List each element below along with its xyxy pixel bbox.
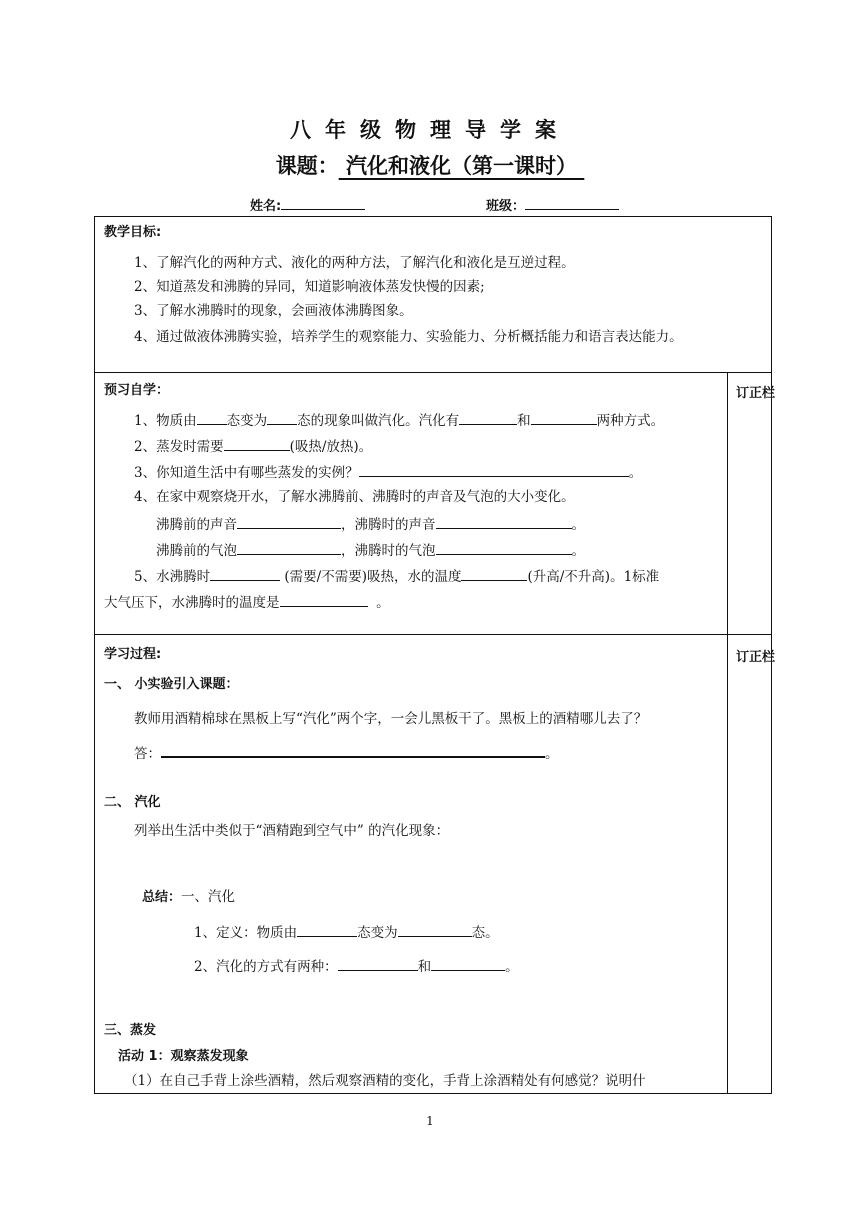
correction-column-label: 订正栏	[736, 650, 776, 665]
class-field[interactable]	[486, 195, 619, 214]
column-divider	[727, 372, 728, 1094]
preview-question-3: 3、你知道生活中有哪些蒸发的实例？ 。	[134, 462, 642, 482]
summary-line: 总结：一、汽化	[142, 889, 236, 905]
preview-heading: 预习自学：	[104, 383, 170, 398]
objective-item: 4、通过做液体沸腾实验，培养学生的观察能力、实验能力、分析概括能力和语言表达能力。	[134, 329, 683, 345]
section-2-heading: 二、 汽化	[104, 795, 161, 810]
correction-column-label: 订正栏	[736, 386, 776, 401]
preview-question-5b: 大气压下，水沸腾时的温度是 。	[104, 592, 390, 612]
name-label: 姓名:	[250, 199, 282, 214]
preview-question-4a: 沸腾前的声音 ，沸腾时的声音 。	[156, 514, 585, 534]
preview-question-2: 2、蒸发时需要 (吸热/放热)。	[134, 436, 372, 456]
row-divider	[94, 372, 772, 373]
section-1-heading: 一、 小实验引入课题：	[104, 677, 239, 692]
doc-title: 八年级物理导学案	[290, 118, 570, 142]
definition-line: 1、定义：物质由 态变为 态。	[194, 922, 499, 942]
activity-heading: 活动 1：观察蒸发现象	[118, 1049, 249, 1064]
objective-item: 3、了解水沸腾时的现象，会画液体沸腾图象。	[134, 303, 413, 319]
section-1-answer: 答： 。	[134, 742, 559, 763]
objectives-heading: 教学目标:	[104, 225, 162, 240]
process-heading: 学习过程:	[104, 647, 162, 662]
objective-item: 1、了解汽化的两种方式、液化的两种方法，了解汽化和液化是互逆过程。	[134, 255, 575, 271]
name-field[interactable]	[250, 195, 365, 214]
page-number: 1	[426, 1114, 434, 1128]
objective-item: 2、知道蒸发和沸腾的异同，知道影响液体蒸发快慢的因素;	[134, 279, 485, 295]
section-3-heading: 三、蒸发	[104, 1023, 157, 1038]
section-2-text: 列举出生活中类似于“酒精跑到空气中” 的汽化现象：	[134, 823, 450, 839]
lesson-title	[0, 150, 860, 180]
preview-question-4: 4、在家中观察烧开水，了解水沸腾前、沸腾时的声音及气泡的大小变化。	[134, 489, 575, 505]
preview-question-4b: 沸腾前的气泡 ，沸腾时的气泡 。	[156, 540, 585, 560]
row-divider	[94, 634, 772, 635]
section-1-text: 教师用酒精棉球在黑板上写“汽化”两个字，一会儿黑板干了。黑板上的酒精哪儿去了？	[134, 711, 648, 727]
ways-line: 2、汽化的方式有两种： 和 。	[194, 956, 519, 976]
class-label: 班级：	[486, 199, 526, 214]
preview-question-1: 1、物质由 态变为 态的现象叫做汽化。汽化有 和 两种方式。	[134, 410, 664, 430]
lesson-label: 课题：	[275, 154, 339, 178]
preview-question-5: 5、水沸腾时 (需要/不需要)吸热，水的温度 (升高/不升高)。1标准	[134, 566, 659, 586]
lesson-topic: 汽化和液化（第一课时）	[346, 154, 577, 178]
activity-text: （1）在自己手背上涂些酒精，然后观察酒精的变化，手背上涂酒精处有何感觉？说明什	[124, 1073, 646, 1089]
